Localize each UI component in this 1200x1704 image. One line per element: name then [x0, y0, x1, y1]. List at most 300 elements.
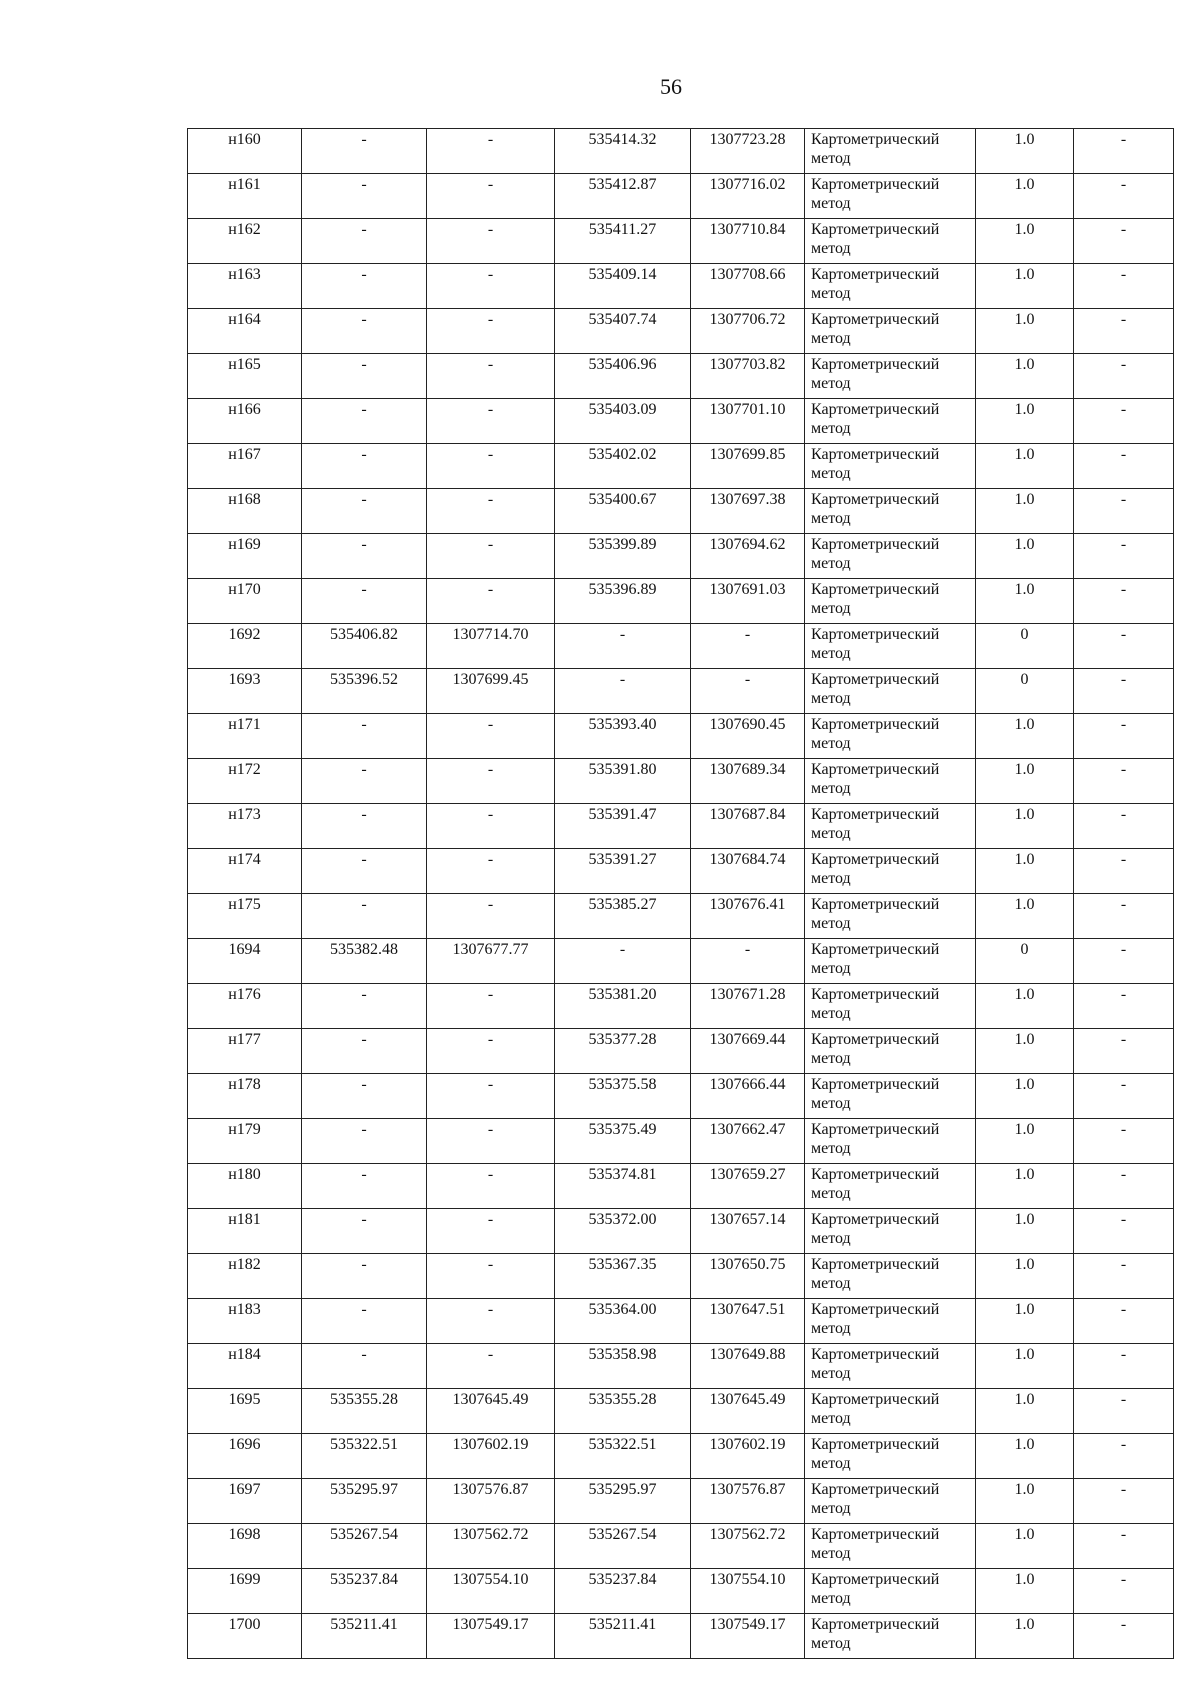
- method-cell: Картометрический метод: [805, 1209, 976, 1254]
- existing-x-cell: -: [302, 1299, 427, 1344]
- table-row: [188, 759, 1174, 804]
- existing-y-cell: -: [427, 264, 555, 309]
- existing-x-cell: -: [302, 309, 427, 354]
- existing-y-cell: -: [427, 714, 555, 759]
- point-number-cell: н179: [188, 1119, 302, 1164]
- new-y-cell: 1307645.49: [691, 1389, 805, 1434]
- existing-y-cell: -: [427, 579, 555, 624]
- new-y-cell: 1307657.14: [691, 1209, 805, 1254]
- table-row: [188, 354, 1174, 399]
- new-x-cell: 535381.20: [555, 984, 691, 1029]
- method-cell: Картометрический метод: [805, 1299, 976, 1344]
- accuracy-cell: 1.0: [976, 444, 1074, 489]
- description-cell: -: [1074, 1029, 1174, 1074]
- existing-x-cell: 535237.84: [302, 1569, 427, 1614]
- existing-y-cell: -: [427, 894, 555, 939]
- description-cell: -: [1074, 129, 1174, 174]
- new-x-cell: 535407.74: [555, 309, 691, 354]
- description-cell: -: [1074, 1119, 1174, 1164]
- new-x-cell: 535403.09: [555, 399, 691, 444]
- point-number-cell: н173: [188, 804, 302, 849]
- method-cell: Картометрический метод: [805, 399, 976, 444]
- point-number-cell: 1696: [188, 1434, 302, 1479]
- existing-y-cell: -: [427, 489, 555, 534]
- new-y-cell: 1307671.28: [691, 984, 805, 1029]
- new-x-cell: 535391.27: [555, 849, 691, 894]
- table-row: [188, 1029, 1174, 1074]
- new-x-cell: 535237.84: [555, 1569, 691, 1614]
- existing-y-cell: -: [427, 1164, 555, 1209]
- table-row: [188, 1524, 1174, 1569]
- table-row: [188, 1164, 1174, 1209]
- new-y-cell: 1307708.66: [691, 264, 805, 309]
- new-y-cell: 1307562.72: [691, 1524, 805, 1569]
- new-y-cell: 1307554.10: [691, 1569, 805, 1614]
- table-row: [188, 579, 1174, 624]
- new-x-cell: 535375.49: [555, 1119, 691, 1164]
- new-x-cell: 535391.47: [555, 804, 691, 849]
- accuracy-cell: 1.0: [976, 129, 1074, 174]
- table-row: [188, 489, 1174, 534]
- existing-x-cell: 535406.82: [302, 624, 427, 669]
- description-cell: -: [1074, 669, 1174, 714]
- method-cell: Картометрический метод: [805, 264, 976, 309]
- new-y-cell: 1307602.19: [691, 1434, 805, 1479]
- description-cell: -: [1074, 1614, 1174, 1659]
- new-y-cell: 1307716.02: [691, 174, 805, 219]
- existing-x-cell: -: [302, 714, 427, 759]
- existing-x-cell: 535382.48: [302, 939, 427, 984]
- point-number-cell: 1693: [188, 669, 302, 714]
- new-x-cell: 535400.67: [555, 489, 691, 534]
- method-cell: Картометрический метод: [805, 894, 976, 939]
- new-y-cell: -: [691, 939, 805, 984]
- point-number-cell: 1700: [188, 1614, 302, 1659]
- table-row: [188, 1569, 1174, 1614]
- description-cell: -: [1074, 939, 1174, 984]
- description-cell: -: [1074, 489, 1174, 534]
- description-cell: -: [1074, 1209, 1174, 1254]
- point-number-cell: н162: [188, 219, 302, 264]
- table-row: [188, 1254, 1174, 1299]
- description-cell: -: [1074, 849, 1174, 894]
- new-x-cell: 535355.28: [555, 1389, 691, 1434]
- description-cell: -: [1074, 354, 1174, 399]
- existing-y-cell: -: [427, 1344, 555, 1389]
- new-x-cell: 535399.89: [555, 534, 691, 579]
- description-cell: -: [1074, 444, 1174, 489]
- method-cell: Картометрический метод: [805, 129, 976, 174]
- point-number-cell: н181: [188, 1209, 302, 1254]
- method-cell: Картометрический метод: [805, 1524, 976, 1569]
- new-y-cell: 1307694.62: [691, 534, 805, 579]
- point-number-cell: н169: [188, 534, 302, 579]
- new-y-cell: 1307690.45: [691, 714, 805, 759]
- method-cell: Картометрический метод: [805, 1119, 976, 1164]
- new-x-cell: 535412.87: [555, 174, 691, 219]
- existing-y-cell: 1307714.70: [427, 624, 555, 669]
- method-cell: Картометрический метод: [805, 804, 976, 849]
- new-y-cell: 1307689.34: [691, 759, 805, 804]
- existing-x-cell: -: [302, 399, 427, 444]
- accuracy-cell: 1.0: [976, 579, 1074, 624]
- existing-x-cell: -: [302, 264, 427, 309]
- new-x-cell: 535367.35: [555, 1254, 691, 1299]
- description-cell: -: [1074, 894, 1174, 939]
- point-number-cell: 1694: [188, 939, 302, 984]
- accuracy-cell: 1.0: [976, 1389, 1074, 1434]
- point-number-cell: н166: [188, 399, 302, 444]
- accuracy-cell: 1.0: [976, 219, 1074, 264]
- description-cell: -: [1074, 804, 1174, 849]
- existing-x-cell: -: [302, 1209, 427, 1254]
- accuracy-cell: 0: [976, 669, 1074, 714]
- existing-y-cell: -: [427, 849, 555, 894]
- accuracy-cell: 1.0: [976, 174, 1074, 219]
- new-y-cell: 1307687.84: [691, 804, 805, 849]
- new-x-cell: 535364.00: [555, 1299, 691, 1344]
- table-row: [188, 1119, 1174, 1164]
- existing-x-cell: 535355.28: [302, 1389, 427, 1434]
- point-number-cell: н160: [188, 129, 302, 174]
- accuracy-cell: 1.0: [976, 1209, 1074, 1254]
- accuracy-cell: 0: [976, 624, 1074, 669]
- table-row: [188, 1479, 1174, 1524]
- table-row: [188, 669, 1174, 714]
- description-cell: -: [1074, 399, 1174, 444]
- new-x-cell: 535414.32: [555, 129, 691, 174]
- new-x-cell: 535211.41: [555, 1614, 691, 1659]
- method-cell: Картометрический метод: [805, 489, 976, 534]
- existing-x-cell: -: [302, 489, 427, 534]
- table-row: [188, 309, 1174, 354]
- table-row: [188, 1344, 1174, 1389]
- existing-x-cell: -: [302, 1254, 427, 1299]
- new-x-cell: 535393.40: [555, 714, 691, 759]
- accuracy-cell: 1.0: [976, 1569, 1074, 1614]
- existing-y-cell: 1307677.77: [427, 939, 555, 984]
- method-cell: Картометрический метод: [805, 579, 976, 624]
- existing-x-cell: -: [302, 1074, 427, 1119]
- existing-x-cell: -: [302, 129, 427, 174]
- new-y-cell: 1307710.84: [691, 219, 805, 264]
- method-cell: Картометрический метод: [805, 1569, 976, 1614]
- existing-x-cell: -: [302, 354, 427, 399]
- table-row: [188, 894, 1174, 939]
- method-cell: Картометрический метод: [805, 534, 976, 579]
- accuracy-cell: 1.0: [976, 1254, 1074, 1299]
- existing-y-cell: -: [427, 1029, 555, 1074]
- accuracy-cell: 1.0: [976, 354, 1074, 399]
- new-y-cell: -: [691, 669, 805, 714]
- point-number-cell: н168: [188, 489, 302, 534]
- new-y-cell: 1307701.10: [691, 399, 805, 444]
- new-y-cell: 1307669.44: [691, 1029, 805, 1074]
- point-number-cell: н164: [188, 309, 302, 354]
- description-cell: -: [1074, 984, 1174, 1029]
- point-number-cell: 1695: [188, 1389, 302, 1434]
- table-row: [188, 1434, 1174, 1479]
- new-x-cell: 535267.54: [555, 1524, 691, 1569]
- point-number-cell: н172: [188, 759, 302, 804]
- new-y-cell: -: [691, 624, 805, 669]
- description-cell: -: [1074, 1569, 1174, 1614]
- description-cell: -: [1074, 1389, 1174, 1434]
- method-cell: Картометрический метод: [805, 1029, 976, 1074]
- accuracy-cell: 1.0: [976, 714, 1074, 759]
- accuracy-cell: 1.0: [976, 264, 1074, 309]
- accuracy-cell: 1.0: [976, 804, 1074, 849]
- method-cell: Картометрический метод: [805, 1479, 976, 1524]
- table-row: [188, 939, 1174, 984]
- method-cell: Картометрический метод: [805, 1074, 976, 1119]
- existing-y-cell: 1307576.87: [427, 1479, 555, 1524]
- existing-y-cell: 1307554.10: [427, 1569, 555, 1614]
- new-y-cell: 1307703.82: [691, 354, 805, 399]
- existing-y-cell: -: [427, 759, 555, 804]
- new-x-cell: 535406.96: [555, 354, 691, 399]
- accuracy-cell: 1.0: [976, 1029, 1074, 1074]
- existing-x-cell: -: [302, 579, 427, 624]
- existing-x-cell: -: [302, 849, 427, 894]
- accuracy-cell: 1.0: [976, 759, 1074, 804]
- page-number: 56: [660, 74, 682, 99]
- method-cell: Картометрический метод: [805, 939, 976, 984]
- existing-y-cell: -: [427, 444, 555, 489]
- table-row: [188, 219, 1174, 264]
- new-y-cell: 1307706.72: [691, 309, 805, 354]
- table-row: [188, 1389, 1174, 1434]
- table-row: [188, 984, 1174, 1029]
- table-row: [188, 444, 1174, 489]
- table-row: [188, 129, 1174, 174]
- existing-y-cell: -: [427, 984, 555, 1029]
- method-cell: Картометрический метод: [805, 849, 976, 894]
- new-y-cell: 1307666.44: [691, 1074, 805, 1119]
- existing-y-cell: 1307562.72: [427, 1524, 555, 1569]
- new-x-cell: 535402.02: [555, 444, 691, 489]
- description-cell: -: [1074, 219, 1174, 264]
- description-cell: -: [1074, 624, 1174, 669]
- new-x-cell: 535375.58: [555, 1074, 691, 1119]
- accuracy-cell: 1.0: [976, 1299, 1074, 1344]
- method-cell: Картометрический метод: [805, 354, 976, 399]
- method-cell: Картометрический метод: [805, 1614, 976, 1659]
- new-x-cell: 535385.27: [555, 894, 691, 939]
- table-row: [188, 1209, 1174, 1254]
- accuracy-cell: 1.0: [976, 1524, 1074, 1569]
- new-y-cell: 1307549.17: [691, 1614, 805, 1659]
- accuracy-cell: 1.0: [976, 984, 1074, 1029]
- existing-y-cell: 1307645.49: [427, 1389, 555, 1434]
- existing-x-cell: -: [302, 219, 427, 264]
- existing-y-cell: 1307699.45: [427, 669, 555, 714]
- new-y-cell: 1307650.75: [691, 1254, 805, 1299]
- existing-x-cell: -: [302, 1119, 427, 1164]
- existing-x-cell: -: [302, 984, 427, 1029]
- point-number-cell: 1697: [188, 1479, 302, 1524]
- existing-y-cell: -: [427, 219, 555, 264]
- new-x-cell: -: [555, 939, 691, 984]
- accuracy-cell: 1.0: [976, 1434, 1074, 1479]
- table-row: [188, 534, 1174, 579]
- point-number-cell: н177: [188, 1029, 302, 1074]
- existing-y-cell: -: [427, 534, 555, 579]
- method-cell: Картометрический метод: [805, 309, 976, 354]
- method-cell: Картометрический метод: [805, 669, 976, 714]
- table-row: [188, 399, 1174, 444]
- method-cell: Картометрический метод: [805, 444, 976, 489]
- accuracy-cell: 1.0: [976, 489, 1074, 534]
- description-cell: -: [1074, 1299, 1174, 1344]
- point-number-cell: н167: [188, 444, 302, 489]
- point-number-cell: н182: [188, 1254, 302, 1299]
- point-number-cell: н183: [188, 1299, 302, 1344]
- table-row: [188, 849, 1174, 894]
- new-x-cell: 535374.81: [555, 1164, 691, 1209]
- new-x-cell: 535295.97: [555, 1479, 691, 1524]
- description-cell: -: [1074, 1254, 1174, 1299]
- new-y-cell: 1307691.03: [691, 579, 805, 624]
- method-cell: Картометрический метод: [805, 759, 976, 804]
- accuracy-cell: 1.0: [976, 1164, 1074, 1209]
- accuracy-cell: 1.0: [976, 1119, 1074, 1164]
- method-cell: Картометрический метод: [805, 624, 976, 669]
- existing-x-cell: 535396.52: [302, 669, 427, 714]
- point-number-cell: н170: [188, 579, 302, 624]
- existing-y-cell: -: [427, 309, 555, 354]
- table-row: [188, 264, 1174, 309]
- new-x-cell: 535411.27: [555, 219, 691, 264]
- existing-y-cell: -: [427, 1119, 555, 1164]
- table-row: [188, 804, 1174, 849]
- method-cell: Картометрический метод: [805, 1344, 976, 1389]
- method-cell: Картометрический метод: [805, 1164, 976, 1209]
- new-y-cell: 1307662.47: [691, 1119, 805, 1164]
- method-cell: Картометрический метод: [805, 1389, 976, 1434]
- accuracy-cell: 0: [976, 939, 1074, 984]
- existing-y-cell: -: [427, 129, 555, 174]
- coordinates-table: [187, 128, 1174, 1659]
- existing-y-cell: 1307602.19: [427, 1434, 555, 1479]
- accuracy-cell: 1.0: [976, 1344, 1074, 1389]
- accuracy-cell: 1.0: [976, 1479, 1074, 1524]
- existing-x-cell: -: [302, 804, 427, 849]
- new-y-cell: 1307699.85: [691, 444, 805, 489]
- existing-y-cell: -: [427, 1209, 555, 1254]
- existing-y-cell: -: [427, 1299, 555, 1344]
- new-y-cell: 1307697.38: [691, 489, 805, 534]
- new-y-cell: 1307676.41: [691, 894, 805, 939]
- description-cell: -: [1074, 714, 1174, 759]
- point-number-cell: н178: [188, 1074, 302, 1119]
- new-x-cell: 535391.80: [555, 759, 691, 804]
- new-x-cell: 535358.98: [555, 1344, 691, 1389]
- method-cell: Картометрический метод: [805, 714, 976, 759]
- point-number-cell: 1699: [188, 1569, 302, 1614]
- point-number-cell: н161: [188, 174, 302, 219]
- new-y-cell: 1307684.74: [691, 849, 805, 894]
- description-cell: -: [1074, 174, 1174, 219]
- point-number-cell: н165: [188, 354, 302, 399]
- new-y-cell: 1307647.51: [691, 1299, 805, 1344]
- existing-y-cell: 1307549.17: [427, 1614, 555, 1659]
- new-x-cell: -: [555, 669, 691, 714]
- description-cell: -: [1074, 1164, 1174, 1209]
- point-number-cell: н174: [188, 849, 302, 894]
- description-cell: -: [1074, 264, 1174, 309]
- new-y-cell: 1307649.88: [691, 1344, 805, 1389]
- description-cell: -: [1074, 579, 1174, 624]
- new-x-cell: 535409.14: [555, 264, 691, 309]
- description-cell: -: [1074, 759, 1174, 804]
- table-row: [188, 1074, 1174, 1119]
- description-cell: -: [1074, 534, 1174, 579]
- point-number-cell: н176: [188, 984, 302, 1029]
- existing-x-cell: 535211.41: [302, 1614, 427, 1659]
- table-row: [188, 1299, 1174, 1344]
- existing-y-cell: -: [427, 174, 555, 219]
- table-body: [188, 129, 1174, 1659]
- existing-y-cell: -: [427, 1254, 555, 1299]
- method-cell: Картометрический метод: [805, 984, 976, 1029]
- point-number-cell: н184: [188, 1344, 302, 1389]
- new-x-cell: -: [555, 624, 691, 669]
- point-number-cell: 1698: [188, 1524, 302, 1569]
- existing-y-cell: -: [427, 399, 555, 444]
- new-x-cell: 535372.00: [555, 1209, 691, 1254]
- accuracy-cell: 1.0: [976, 534, 1074, 579]
- description-cell: -: [1074, 1479, 1174, 1524]
- accuracy-cell: 1.0: [976, 1074, 1074, 1119]
- existing-x-cell: -: [302, 534, 427, 579]
- existing-x-cell: -: [302, 1029, 427, 1074]
- description-cell: -: [1074, 1434, 1174, 1479]
- existing-x-cell: -: [302, 174, 427, 219]
- accuracy-cell: 1.0: [976, 849, 1074, 894]
- new-y-cell: 1307723.28: [691, 129, 805, 174]
- existing-x-cell: -: [302, 894, 427, 939]
- method-cell: Картометрический метод: [805, 219, 976, 264]
- accuracy-cell: 1.0: [976, 399, 1074, 444]
- description-cell: -: [1074, 1524, 1174, 1569]
- point-number-cell: 1692: [188, 624, 302, 669]
- point-number-cell: н175: [188, 894, 302, 939]
- new-x-cell: 535377.28: [555, 1029, 691, 1074]
- existing-x-cell: 535267.54: [302, 1524, 427, 1569]
- description-cell: -: [1074, 309, 1174, 354]
- point-number-cell: н171: [188, 714, 302, 759]
- existing-x-cell: -: [302, 759, 427, 804]
- accuracy-cell: 1.0: [976, 1614, 1074, 1659]
- new-x-cell: 535322.51: [555, 1434, 691, 1479]
- method-cell: Картометрический метод: [805, 174, 976, 219]
- existing-x-cell: -: [302, 1344, 427, 1389]
- existing-x-cell: 535322.51: [302, 1434, 427, 1479]
- description-cell: -: [1074, 1074, 1174, 1119]
- table-row: [188, 624, 1174, 669]
- table-row: [188, 174, 1174, 219]
- method-cell: Картометрический метод: [805, 1254, 976, 1299]
- existing-x-cell: -: [302, 444, 427, 489]
- accuracy-cell: 1.0: [976, 309, 1074, 354]
- new-y-cell: 1307659.27: [691, 1164, 805, 1209]
- new-y-cell: 1307576.87: [691, 1479, 805, 1524]
- table-row: [188, 714, 1174, 759]
- table-row: [188, 1614, 1174, 1659]
- existing-y-cell: -: [427, 804, 555, 849]
- new-x-cell: 535396.89: [555, 579, 691, 624]
